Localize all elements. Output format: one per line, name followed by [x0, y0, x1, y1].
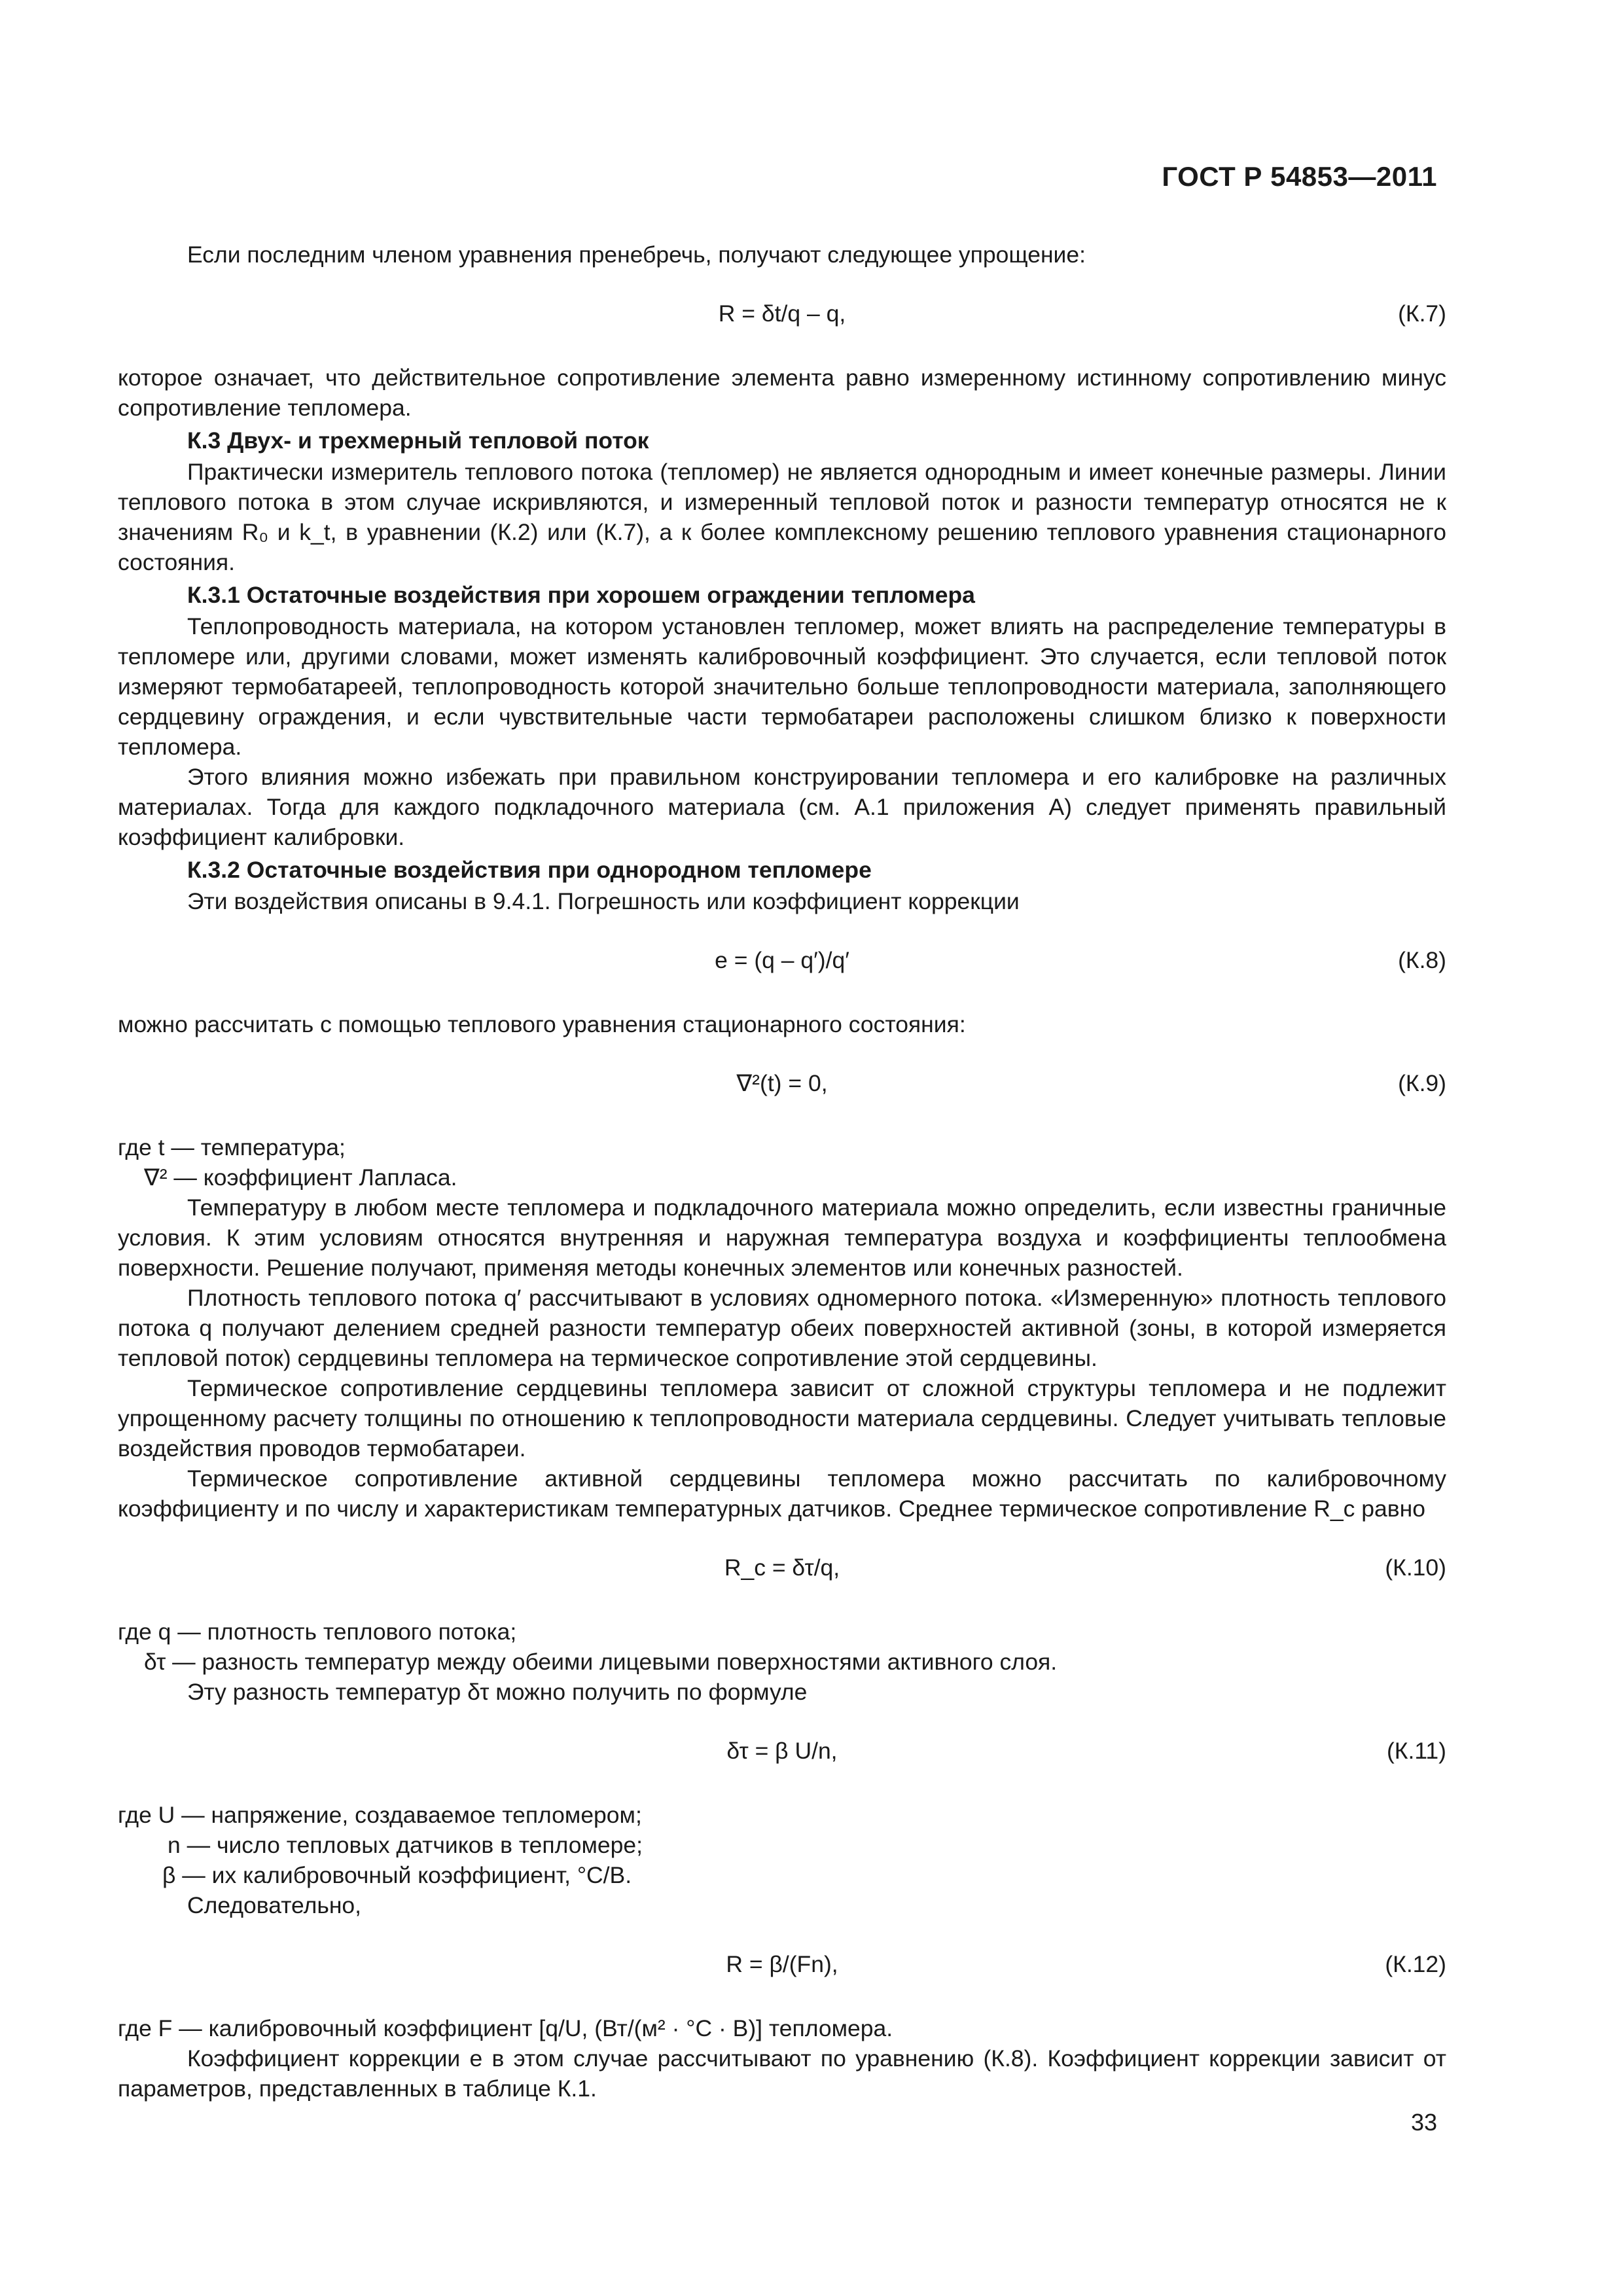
paragraph: где t — температура;: [118, 1134, 346, 1160]
paragraph: Плотность теплового потока q′ рассчитывают в условиях одномерного потока. «Измеренную» плотность теплового потока q получают делением средней разности температур обеих поверхностей активной (зоны, в которой измеряется тепловой поток) сердцевины тепломера на термическое сопротивление этой сердцевины.: [118, 1285, 1446, 1371]
paragraph: которое означает, что действительное сопротивление элемента равно измеренному истинному сопротивлению минус сопротивление тепломера.: [118, 365, 1446, 421]
equation-formula: δτ = β U/n,: [726, 1738, 838, 1764]
page-number: 33: [1410, 2109, 1437, 2136]
paragraph: можно рассчитать с помощью теплового уравнения стационарного состояния:: [118, 1011, 966, 1037]
equation-row: [118, 945, 1446, 975]
paragraph: Если последним членом уравнения пренебречь, получают следующее упрощение:: [187, 242, 1086, 268]
equation-number: (К.9): [1398, 1070, 1446, 1096]
paragraph: δτ — разность температур между обеими лицевыми поверхностями активного слоя.: [144, 1649, 1058, 1675]
equation-number: (К.12): [1385, 1951, 1446, 1977]
paragraph: β — их калибровочный коэффициент, °С/В.: [162, 1862, 632, 1888]
paragraph: где q — плотность теплового потока;: [118, 1619, 517, 1645]
equation-formula: e = (q – q′)/q′: [715, 947, 849, 973]
paragraph: ∇² — коэффициент Лапласа.: [144, 1164, 457, 1191]
paragraph: Эти воздействия описаны в 9.4.1. Погрешность или коэффициент коррекции: [187, 888, 1020, 914]
section-heading: К.3.1 Остаточные воздействия при хорошем ограждении тепломера: [187, 582, 975, 608]
paragraph: Термическое сопротивление сердцевины тепломера зависит от сложной структуры тепломера и не подлежит упрощенному расчету толщины по отношению к теплопроводности материала сердцевины. Следует учитывать тепловые воздействия проводов термобатареи.: [118, 1375, 1446, 1462]
paragraph: n — число тепловых датчиков в тепломере;: [168, 1832, 643, 1858]
equation-formula: ∇²(t) = 0,: [736, 1070, 828, 1096]
paragraph: Температуру в любом месте тепломера и подкладочного материала можно определить, если известны граничные условия. К этим условиям относятся внутренняя и наружная температура воздуха и коэффициенты теплообмена поверхности. Решение получают, применяя методы конечных элементов или конечных разностей.: [118, 1194, 1446, 1281]
paragraph: Коэффициент коррекции е в этом случае рассчитывают по уравнению (К.8). Коэффициент коррекции зависит от параметров, представленных в таблице К.1.: [118, 2045, 1446, 2102]
paragraph: Следовательно,: [187, 1892, 362, 1918]
equation-row: [118, 1736, 1446, 1766]
section-heading: К.3.2 Остаточные воздействия при однородном тепломере: [187, 857, 872, 883]
equation-formula: R_c = δτ/q,: [724, 1554, 840, 1581]
equation-number: (К.8): [1398, 947, 1446, 973]
equation-number: (К.11): [1386, 1738, 1446, 1764]
paragraph: Практически измеритель теплового потока (тепломер) не является однородным и имеет конечные размеры. Линии теплового потока в этом случае искривляются, и измеренный тепловой поток и разности температур относятся не к значениям R₀ и k_t, в уравнении (К.2) или (К.7), а к более комплексному решению теплового уравнения стационарного состояния.: [118, 459, 1446, 575]
equation-number: (К.7): [1398, 300, 1446, 327]
paragraph: Этого влияния можно избежать при правильном конструировании тепломера и его калибровке на различных материалах. Тогда для каждого подкладочного материала (см. А.1 приложения А) следует применять правильный коэффициент калибровки.: [118, 764, 1446, 850]
document-body: [118, 240, 1446, 2104]
paragraph: где U — напряжение, создаваемое тепломером;: [118, 1802, 642, 1828]
equation-number: (К.10): [1385, 1554, 1446, 1581]
equation-row: [118, 298, 1446, 329]
equation-row: [118, 1949, 1446, 1979]
paragraph: Эту разность температур δτ можно получить по формуле: [187, 1679, 808, 1705]
equation-formula: R = β/(Fn),: [726, 1951, 838, 1977]
equation-formula: R = δt/q – q,: [718, 300, 846, 327]
paragraph: Термическое сопротивление активной сердцевины тепломера можно рассчитать по калибровочному коэффициенту и по числу и характеристикам температурных датчиков. Среднее термическое сопротивление R_c равно: [118, 1465, 1446, 1522]
section-heading: К.3 Двух- и трехмерный тепловой поток: [187, 427, 649, 454]
paragraph: Теплопроводность материала, на котором установлен тепломер, может влиять на распределение температуры в тепломере или, другими словами, может изменять калибровочный коэффициент. Это случается, если тепловой поток измеряют термобатареей, теплопроводность которой значительно больше теплопроводности материала, заполняющего сердцевину ограждения, и если чувствительные части термобатареи расположены слишком близко к поверхности тепломера.: [118, 613, 1446, 760]
equation-row: [118, 1552, 1446, 1583]
equation-row: [118, 1068, 1446, 1098]
paragraph: где F — калибровочный коэффициент [q/U, (Вт/(м² · °С · В)] тепломера.: [118, 2015, 893, 2041]
standard-header: ГОСТ Р 54853—2011: [1162, 161, 1437, 192]
